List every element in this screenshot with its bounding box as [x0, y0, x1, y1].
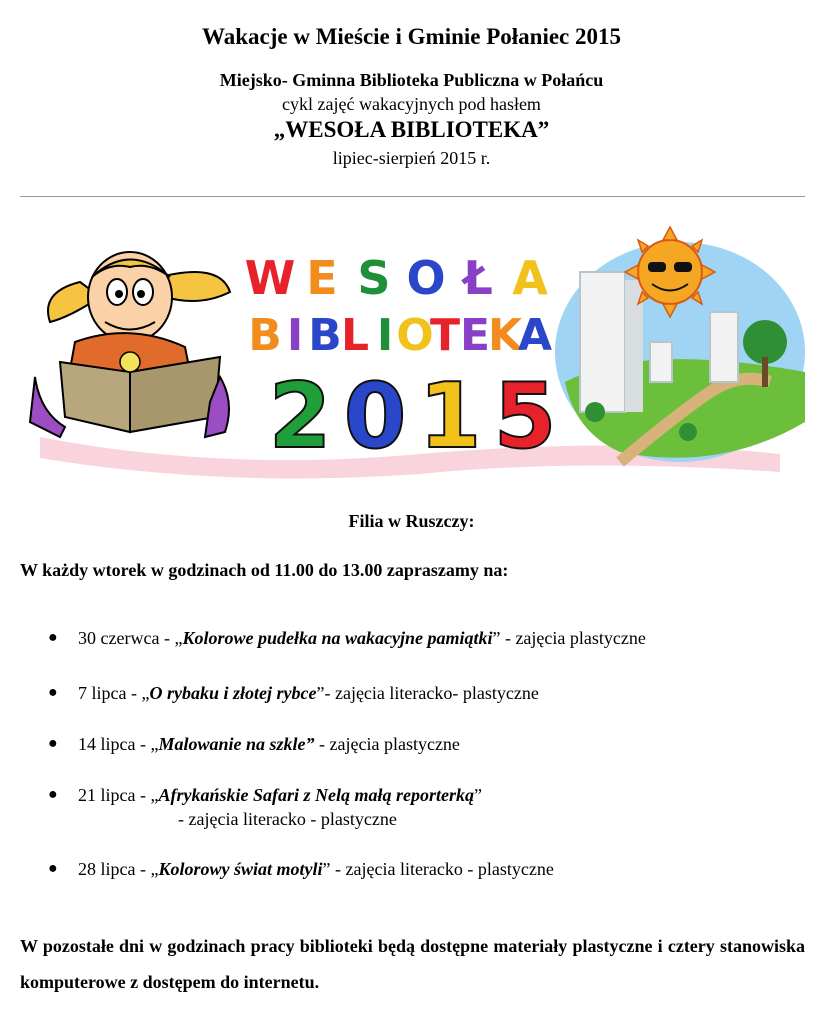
banner-letter: E — [306, 251, 338, 305]
library-name: Miejsko- Gminna Biblioteka Publiczna w Połańcu — [219, 70, 604, 90]
event-desc: - zajęcia plastyczne — [314, 734, 460, 754]
event-title: Malowanie na szkle — [158, 734, 306, 754]
event-title: O rybaku i złotej rybce — [149, 683, 317, 703]
event-quote-close: ” — [322, 859, 331, 879]
footer-note: W pozostałe dni w godzinach pracy biblioteki będą dostępne materiały plastyczne i cztery stanowiska komputerowe z dostępem do internetu. — [20, 936, 805, 992]
year-2015 — [269, 364, 557, 469]
banner-letter: B — [308, 310, 342, 361]
banner — [20, 222, 805, 487]
sun-with-sunglasses-icon — [625, 227, 715, 317]
intro-text: W każdy wtorek w godzinach od 11.00 do 13.00 zapraszamy na: — [20, 560, 509, 580]
slogan: „WESOŁA BIBLIOTEKA” — [273, 117, 550, 142]
event-desc: - zajęcia literacko- plastyczne — [324, 683, 539, 703]
word-biblioteka — [248, 310, 552, 361]
banner-letter: W — [244, 251, 296, 305]
girl-reading-icon — [30, 252, 230, 437]
event-date: 14 lipca - — [78, 734, 151, 754]
event-date: 21 lipca - — [78, 785, 151, 805]
event-title: Kolorowe pudełka na wakacyjne pamiątki — [182, 628, 493, 648]
banner-letter: Ł — [463, 251, 493, 305]
banner-digit: 1 — [418, 364, 482, 469]
event-quote-open: „ — [150, 785, 159, 805]
banner-letter: I — [286, 310, 304, 361]
event-quote-close: ” — [316, 683, 325, 703]
banner-digit: 0 — [343, 364, 407, 469]
banner-letter: O — [396, 310, 434, 361]
banner-letter: B — [248, 310, 282, 361]
event-date: 30 czerwca - — [78, 628, 175, 648]
bullet-icon: ● — [48, 860, 58, 877]
event-date: 28 lipca - — [78, 859, 151, 879]
event-desc-continued: - zajęcia literacko - plastyczne — [178, 809, 397, 829]
banner-letter: T — [429, 310, 461, 361]
banner-letter: A — [512, 251, 548, 305]
event-quote-close: ” — [492, 628, 501, 648]
banner-letter: I — [376, 310, 394, 361]
event-desc: - zajęcia literacko - plastyczne — [330, 859, 554, 879]
bullet-icon: ● — [48, 684, 58, 701]
banner-letter: A — [517, 310, 553, 361]
event-quote-close: ” — [305, 734, 315, 754]
bullet-icon: ● — [48, 629, 58, 646]
banner-digit: 2 — [268, 364, 332, 469]
event-quote-open: „ — [174, 628, 183, 648]
event-date: 7 lipca - — [78, 683, 142, 703]
event-quote-open: „ — [150, 859, 159, 879]
word-wesola — [245, 251, 549, 305]
banner-letter: O — [406, 251, 446, 305]
bullet-icon: ● — [48, 735, 58, 752]
banner-letter: E — [459, 310, 491, 361]
banner-letter: K — [487, 310, 523, 361]
event-desc: - zajęcia plastyczne — [500, 628, 646, 648]
event-quote-open: „ — [150, 734, 159, 754]
branch-heading: Filia w Ruszczy: — [348, 511, 475, 531]
event-title: Kolorowy świat motyli — [158, 859, 323, 879]
event-quote-open: „ — [141, 683, 150, 703]
event-quote-close: ” — [474, 785, 482, 805]
page-title: Wakacje w Mieście i Gminie Połaniec 2015 — [201, 24, 622, 49]
period: lipiec-sierpień 2015 r. — [332, 148, 491, 168]
divider — [20, 196, 805, 197]
banner-letter: L — [340, 310, 370, 361]
banner-digit: 5 — [493, 364, 557, 469]
event-title: Afrykańskie Safari z Nelą małą reporterką — [158, 785, 474, 805]
banner-letter: S — [357, 251, 391, 305]
cycle-text: cykl zajęć wakacyjnych pod hasłem — [282, 94, 541, 114]
bullet-icon: ● — [48, 786, 58, 803]
